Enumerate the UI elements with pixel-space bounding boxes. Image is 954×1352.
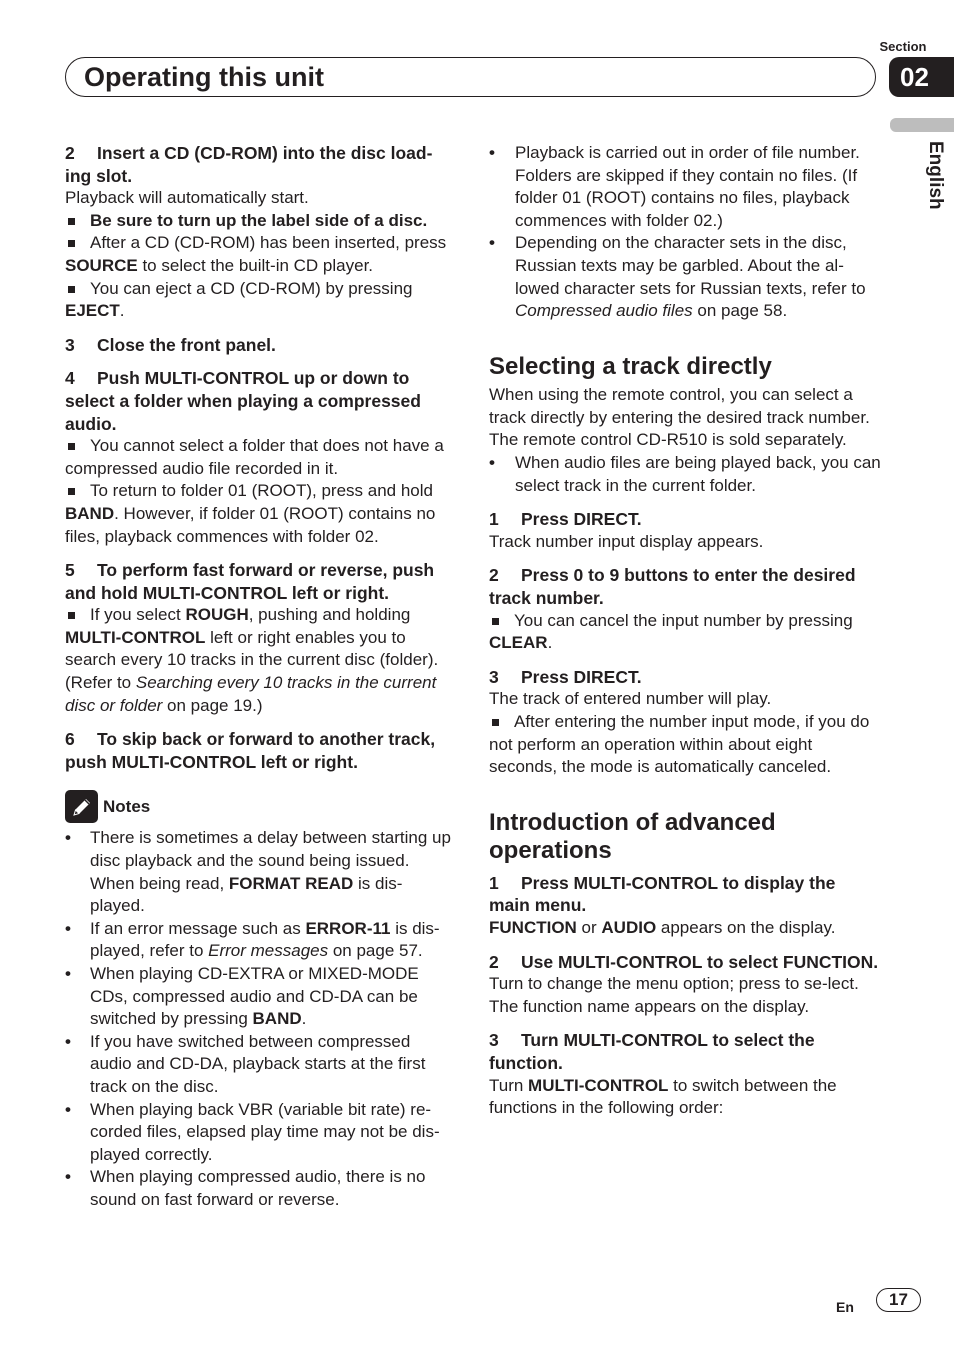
select-step-1: 1 Press DIRECT. [489,509,642,530]
step-4-note-2: To return to folder 01 (ROOT), press and hold BAND. However, if folder 01 (ROOT) contains no files, playback commences with folder 02. [65,480,455,548]
intro-step-3: 3 Turn MULTI-CONTROL to select the function. [489,1030,815,1073]
step-4-note-1: You cannot select a folder that does not have a compressed audio file recorded in it. [65,435,455,480]
step-5: 5 To perform fast forward or reverse, push and hold MULTI-CONTROL left or right. [65,560,435,603]
step-2-note-2: After a CD (CD-ROM) has been inserted, press SOURCE to select the built-in CD player. [65,232,455,277]
note-item: • When playing CD-EXTRA or MIXED-MODE CDs, compressed audio and CD-DA can be switched by pressing BAND. [65,963,455,1031]
step-2-note-3: You can eject a CD (CD-ROM) by pressing EJECT. [65,278,455,323]
paragraph: Turn to change the menu option; press to se-lect. [489,974,859,994]
paragraph: The remote control CD-R510 is sold separately. [489,430,847,450]
paragraph: Track number input display appears. [489,531,764,551]
notes-header [65,790,455,823]
bullet-item: • When audio files are being played back, you can select track in the current folder. [489,452,881,497]
step-6: 6 To skip back or forward to another track, push MULTI-CONTROL left or right. [65,729,436,772]
step-4: 4 Push MULTI-CONTROL up or down to select a folder when playing a compressed audio. [65,368,421,434]
bullet-item: • Playback is carried out in order of file number. Folders are skipped if they contain no files. (If folder 01 (ROOT) contains no files, playback commences with folder 02.) [489,142,881,232]
step-3: 3 Close the front panel. [65,334,276,355]
step-2-note-1: Be sure to turn up the label side of a disc. [65,210,455,233]
select-step-3-note: After entering the number input mode, if you do not perform an operation within about eight seconds, the mode is automatically canceled. [489,711,881,779]
language-label: English [925,141,946,210]
paragraph: FUNCTION or AUDIO appears on the display. [489,917,836,937]
left-column [65,142,455,1212]
page-title: Operating this unit [84,62,324,92]
heading-advanced-operations: Introduction of advanced operations [489,808,776,865]
paragraph: Turn MULTI-CONTROL to switch between the functions in the following order: [489,1075,837,1118]
note-item: • When playing back VBR (variable bit rate) re-corded files, elapsed play time may not be dis-played correctly. [65,1099,455,1167]
paragraph: The function name appears on the display. [489,996,810,1016]
intro-step-1: 1 Press MULTI-CONTROL to display the main menu. [489,872,836,916]
step-5-note: If you select ROUGH, pushing and holding MULTI-CONTROL left or right enables you to search every 10 tracks in the current disc (folder). (Refer to Searching every 10 tracks in the current disc or folder on page 19.) [65,604,455,717]
title-bar [65,57,876,97]
paragraph: The track of entered number will play. [489,689,772,709]
notes-label: Notes [103,796,151,816]
select-step-2: 2 Press 0 to 9 buttons to enter the desired track number. [489,565,856,608]
pencil-icon [65,790,98,823]
intro-step-2: 2 Use MULTI-CONTROL to select FUNCTION. [489,951,879,972]
note-item: • When playing compressed audio, there is no sound on fast forward or reverse. [65,1166,455,1211]
section-label: Section [879,39,927,54]
footer-language: En [836,1299,854,1315]
select-step-3: 3 Press DIRECT. [489,666,642,687]
note-item: • There is sometimes a delay between starting up disc playback and the sound being issued. When being read, FORMAT READ is dis-played. [65,827,455,917]
right-column [489,142,881,1120]
step-2-text: Playback will automatically start. [65,188,309,208]
language-tab [890,118,954,132]
note-item: • If an error message such as ERROR-11 is dis-played, refer to Error messages on page 57. [65,918,455,963]
paragraph: When using the remote control, you can select a track directly by entering the desired track number. [489,385,870,427]
note-item: • If you have switched between compressed audio and CD-DA, playback starts at the first track on the disc. [65,1031,455,1099]
select-step-2-note: You can cancel the input number by pressing CLEAR. [489,610,881,655]
page-number: 17 [876,1288,921,1312]
step-2: 2 Insert a CD (CD-ROM) into the disc load-ing slot. [65,143,433,186]
notes-list [65,827,455,1211]
bullet-item: • Depending on the character sets in the disc, Russian texts may be garbled. About the al-lowed character sets for Russian texts, refer to Compressed audio files on page 58. [489,232,881,322]
section-number-badge: 02 [889,57,954,97]
heading-selecting-track: Selecting a track directly [489,352,772,380]
